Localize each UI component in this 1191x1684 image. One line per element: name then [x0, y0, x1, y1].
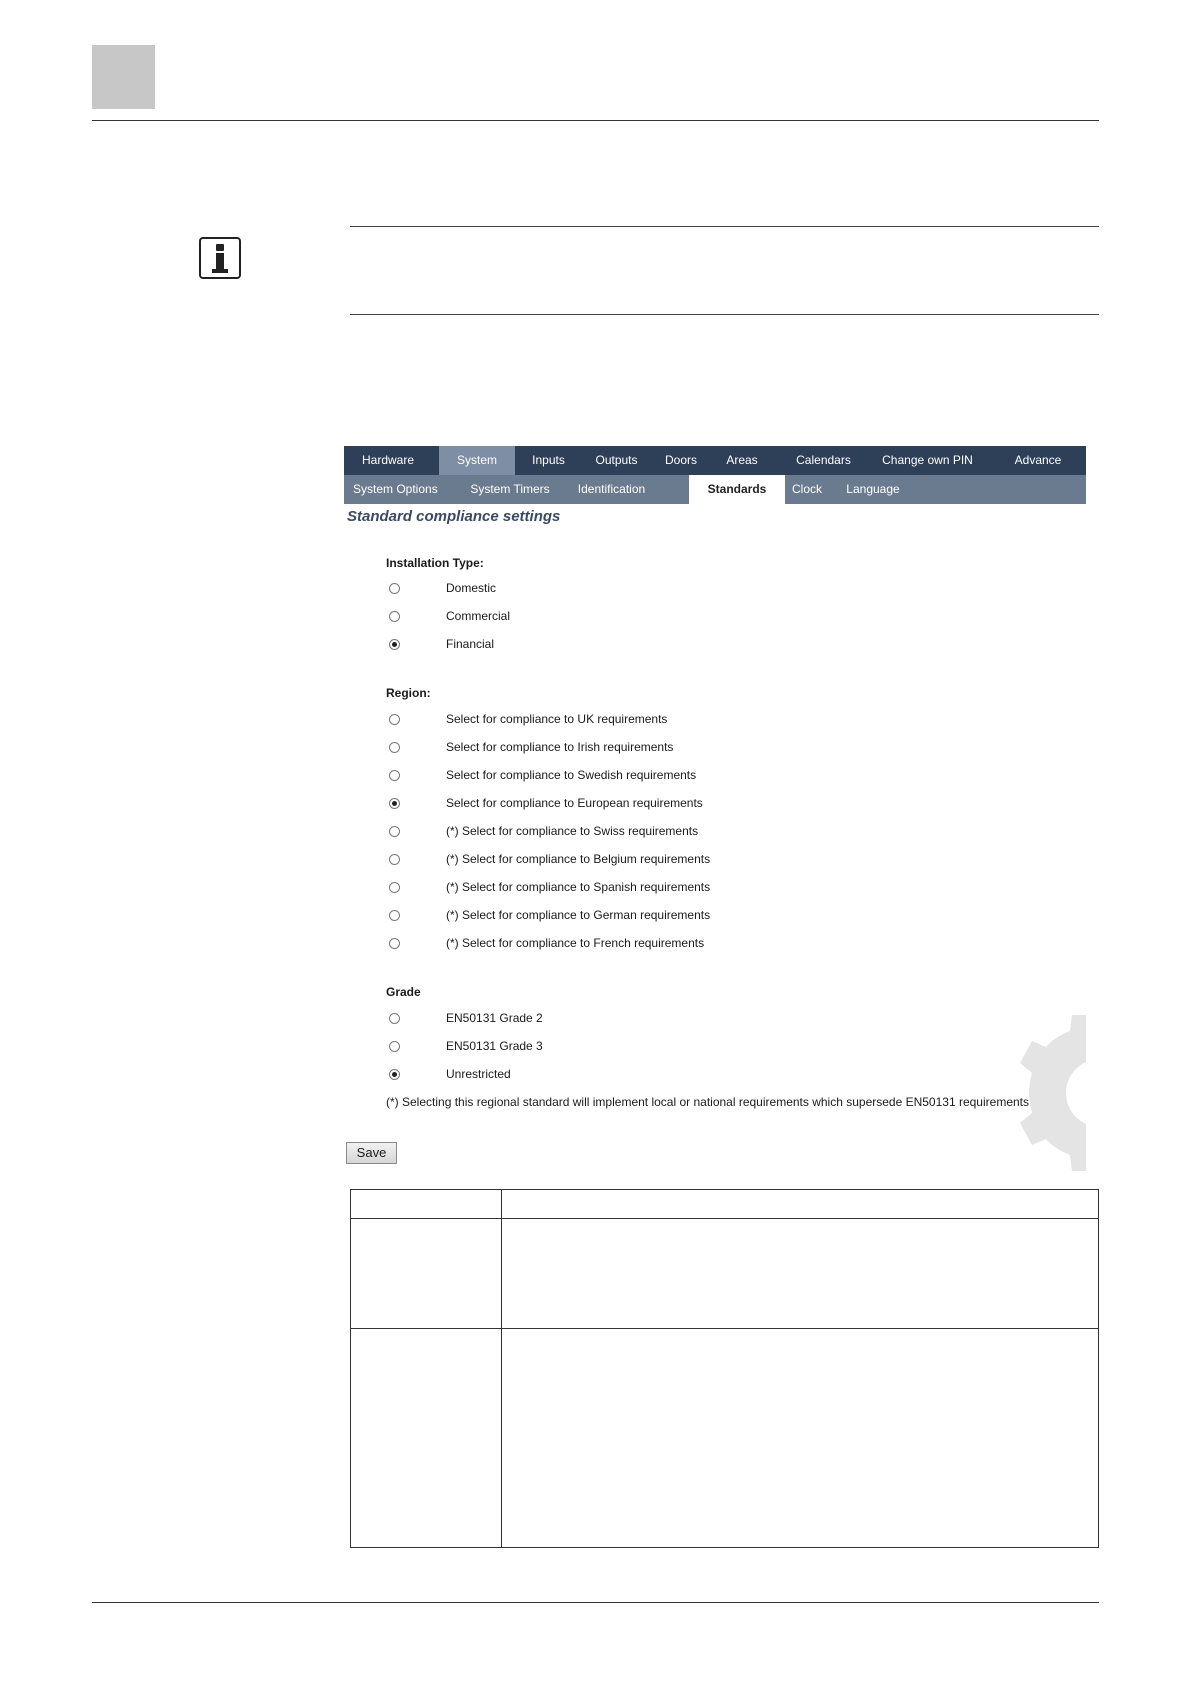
installation-type-option-label: Commercial [446, 609, 511, 623]
footer-rule [92, 1602, 1099, 1603]
region-option-label: (*) Select for compliance to Belgium requirements [446, 852, 711, 866]
region-option-label: (*) Select for compliance to German requirements [446, 908, 711, 922]
radio-unchecked[interactable] [389, 611, 400, 622]
subtab-clock[interactable]: Clock [791, 482, 822, 496]
subtab-system-options[interactable]: System Options [353, 482, 438, 496]
radio-unchecked[interactable] [389, 882, 400, 893]
region-option-label: Select for compliance to Swedish requirements [446, 768, 697, 782]
tab-advance[interactable]: Advance [1014, 453, 1062, 467]
tab-system[interactable]: System [439, 446, 515, 475]
tab-inputs[interactable]: Inputs [532, 453, 565, 467]
installation-type-label: Installation Type: [386, 556, 484, 570]
gear-icon [1020, 1015, 1086, 1171]
region-option-label: (*) Select for compliance to Swiss requirements [446, 824, 699, 838]
region-option-label: Select for compliance to Irish requirements [446, 740, 674, 754]
note-rule-top [350, 226, 1099, 227]
radio-unchecked[interactable] [389, 1041, 400, 1052]
subtab-identification[interactable]: Identification [577, 482, 646, 496]
info-icon [199, 237, 241, 279]
subtab-language[interactable]: Language [846, 482, 900, 496]
subtab-standards[interactable]: Standards [689, 475, 785, 504]
tab-change-own-pin[interactable]: Change own PIN [882, 453, 973, 467]
radio-checked[interactable] [389, 639, 400, 650]
installation-type-option-label: Financial [446, 637, 495, 651]
region-option-label: (*) Select for compliance to Spanish requirements [446, 880, 711, 894]
grade-option-label: EN50131 Grade 2 [446, 1011, 543, 1025]
table-row-divider [351, 1328, 1098, 1329]
radio-unchecked[interactable] [389, 770, 400, 781]
page-title: Standard compliance settings [347, 508, 561, 525]
radio-unchecked[interactable] [389, 910, 400, 921]
radio-unchecked[interactable] [389, 938, 400, 949]
region-label: Region: [386, 686, 431, 700]
tab-outputs[interactable]: Outputs [595, 453, 638, 467]
radio-unchecked[interactable] [389, 826, 400, 837]
main-nav [344, 446, 1086, 475]
region-option-label: Select for compliance to European requirements [446, 796, 703, 810]
installation-type-option-label: Domestic [446, 581, 497, 595]
tab-areas[interactable]: Areas [726, 453, 758, 467]
note-rule-bottom [350, 314, 1099, 315]
save-button[interactable]: Save [346, 1142, 397, 1164]
sub-nav [344, 475, 1086, 504]
grade-label: Grade [386, 985, 421, 999]
radio-unchecked[interactable] [389, 583, 400, 594]
radio-checked[interactable] [389, 798, 400, 809]
tab-hardware[interactable]: Hardware [361, 453, 415, 467]
grade-option-label: EN50131 Grade 3 [446, 1039, 543, 1053]
parameter-table [350, 1189, 1099, 1548]
radio-unchecked[interactable] [389, 1013, 400, 1024]
radio-unchecked[interactable] [389, 742, 400, 753]
chapter-marker [92, 45, 155, 109]
region-option-label: (*) Select for compliance to French requirements [446, 936, 705, 950]
tab-doors[interactable]: Doors [664, 453, 697, 467]
tab-calendars[interactable]: Calendars [796, 453, 851, 467]
footnote: (*) Selecting this regional standard will implement local or national requirements which supersede EN50131 requirements [386, 1095, 1029, 1109]
radio-checked[interactable] [389, 1069, 400, 1080]
radio-unchecked[interactable] [389, 714, 400, 725]
grade-option-label: Unrestricted [446, 1067, 511, 1081]
header-rule [92, 120, 1099, 121]
region-option-label: Select for compliance to UK requirements [446, 712, 668, 726]
radio-unchecked[interactable] [389, 854, 400, 865]
subtab-system-timers[interactable]: System Timers [470, 482, 550, 496]
table-header-divider [351, 1218, 1098, 1219]
table-column-divider [501, 1190, 502, 1547]
